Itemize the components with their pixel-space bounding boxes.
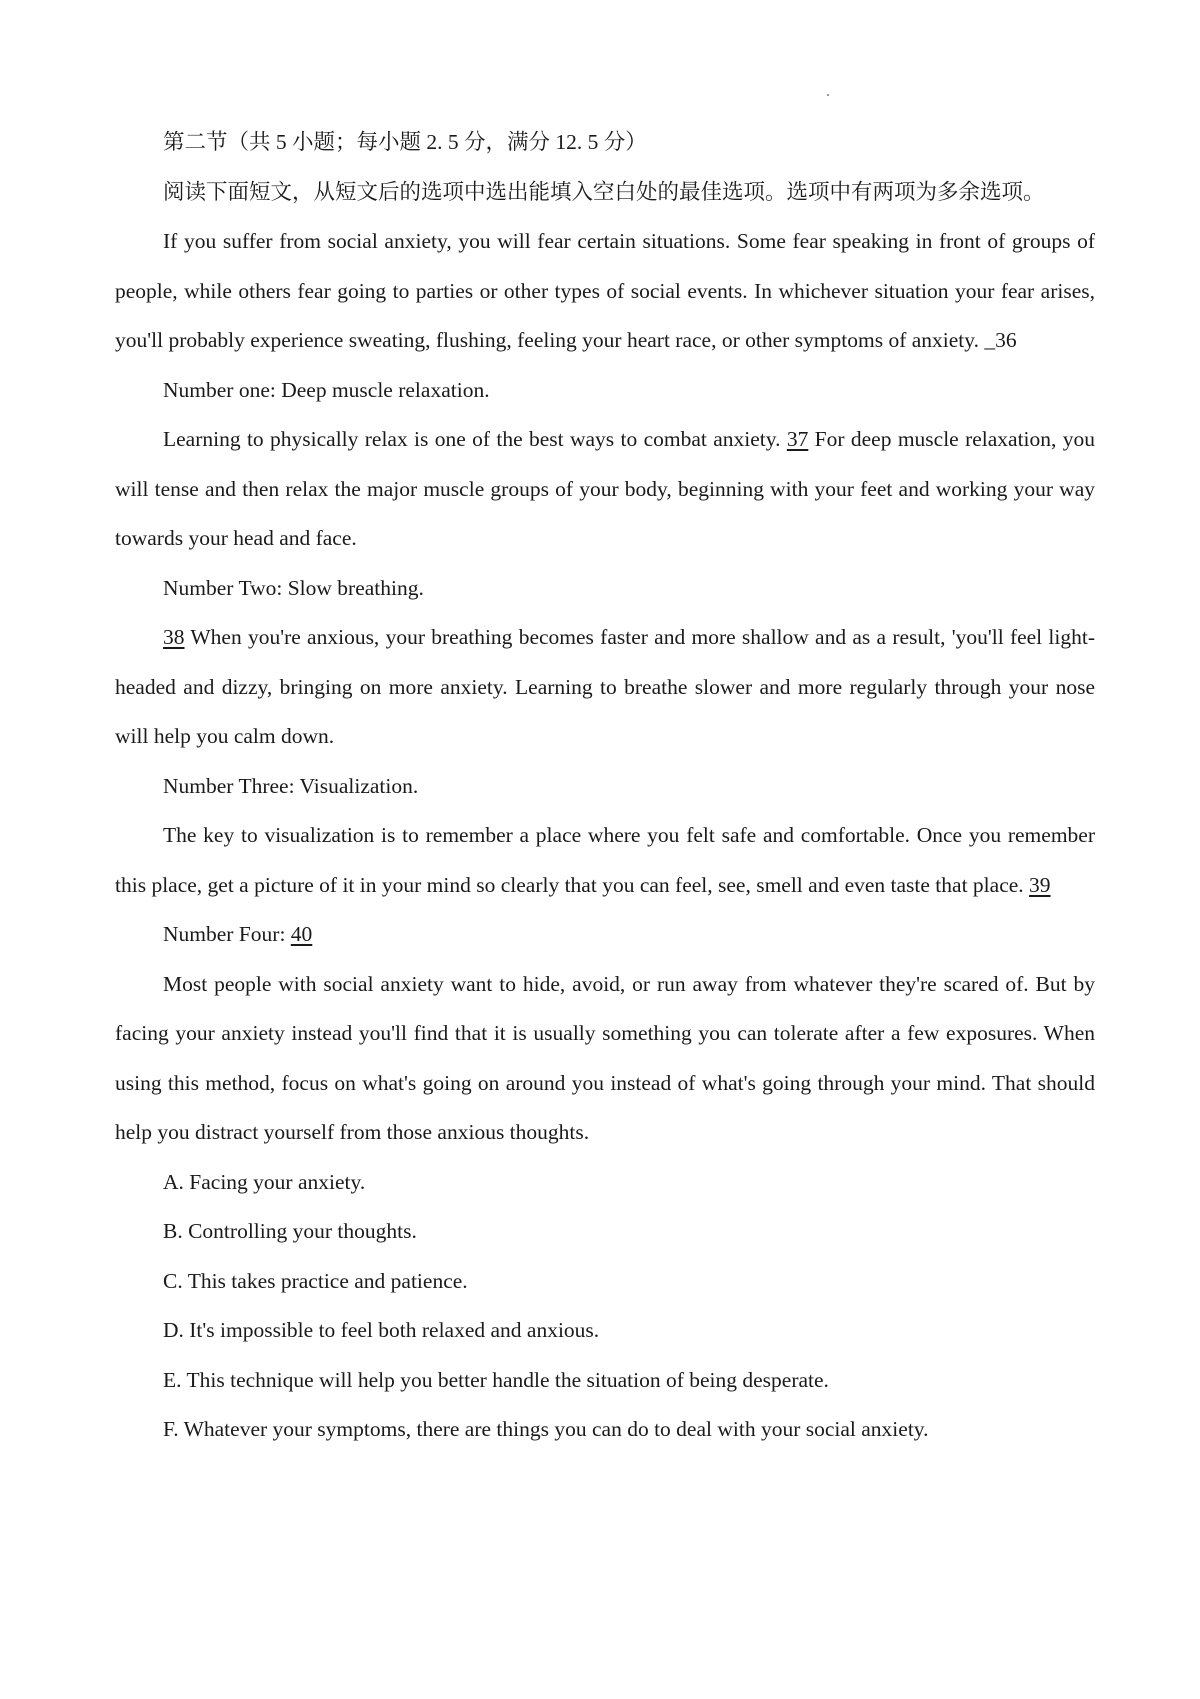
method-heading-three: Number Three: Visualization. [163, 773, 419, 798]
instructions: 阅读下面短文，从短文后的选项中选出能填入空白处的最佳选项。选项中有两项为多余选项。 [163, 179, 1045, 204]
passage-paragraph-1 [115, 217, 1095, 366]
blank-37: 37 [786, 427, 809, 451]
paragraph-text: For deep muscle relaxation, you will tense and then relax the major muscle groups of your body, beginning with your feet and working your way towards your head and face. [115, 427, 1095, 550]
option-d: D. It's impossible to feel both relaxed and anxious. [163, 1318, 600, 1342]
method-heading-one: Number one: Deep muscle relaxation. [163, 377, 490, 402]
passage-paragraph-2 [115, 415, 1095, 564]
paragraph-text: Learning to physically relax is one of the best ways to combat anxiety. [163, 427, 787, 451]
section-heading: 第二节（共 5 小题；每小题 2. 5 分，满分 12. 5 分） [163, 130, 647, 154]
option-b: B. Controlling your thoughts. [163, 1219, 417, 1243]
paragraph-text: The key to visualization is to remember a place where you felt safe and comfortable. Once you remember this place, get a picture of it in your mind so clearly that you can feel, see, smell and even taste that place. [115, 823, 1095, 897]
reading-section [115, 118, 1095, 1455]
option-a: A. Facing your anxiety. [163, 1169, 366, 1194]
speck-mark [827, 94, 829, 96]
blank-36: _36 [984, 328, 1017, 352]
option-c: C. This takes practice and patience. [163, 1268, 468, 1293]
paragraph-text: When you're anxious, your breathing becomes faster and more shallow and as a result, 'you'll feel light-headed and dizzy, bringing on more anxiety. Learning to breathe slower and more regularly through your nose will help you calm down. [115, 625, 1095, 748]
blank-38: 38 [163, 625, 185, 649]
passage-paragraph-4 [115, 811, 1095, 910]
blank-39: 39 [1029, 872, 1051, 897]
blank-40: 40 [290, 922, 313, 946]
option-f: F. Whatever your symptoms, there are things you can do to deal with your social anxiety. [163, 1417, 929, 1441]
passage-paragraph-3 [115, 613, 1095, 762]
passage-paragraph-5: Most people with social anxiety want to hide, avoid, or run away from whatever they're scared of. But by facing your anxiety instead you'll find that it is usually something you can tolerate after a few exposures. When using this method, focus on what's going on around you instead of what's going through your mind. That should help you distract yourself from those anxious thoughts. [115, 971, 1095, 1144]
method-heading-two: Number Two: Slow breathing. [163, 575, 424, 600]
method-heading-four [115, 910, 1095, 960]
option-e: E. This technique will help you better handle the situation of being desperate. [163, 1367, 829, 1392]
paragraph-text: If you suffer from social anxiety, you will fear certain situations. Some fear speaking in front of groups of people, while others fear going to parties or other types of social events. In whichever situation your fear arises, you'll probably experience sweating, flushing, feeling your heart race, or other symptoms of anxiety. [115, 229, 1095, 352]
heading-text: Number Four: [163, 922, 291, 946]
